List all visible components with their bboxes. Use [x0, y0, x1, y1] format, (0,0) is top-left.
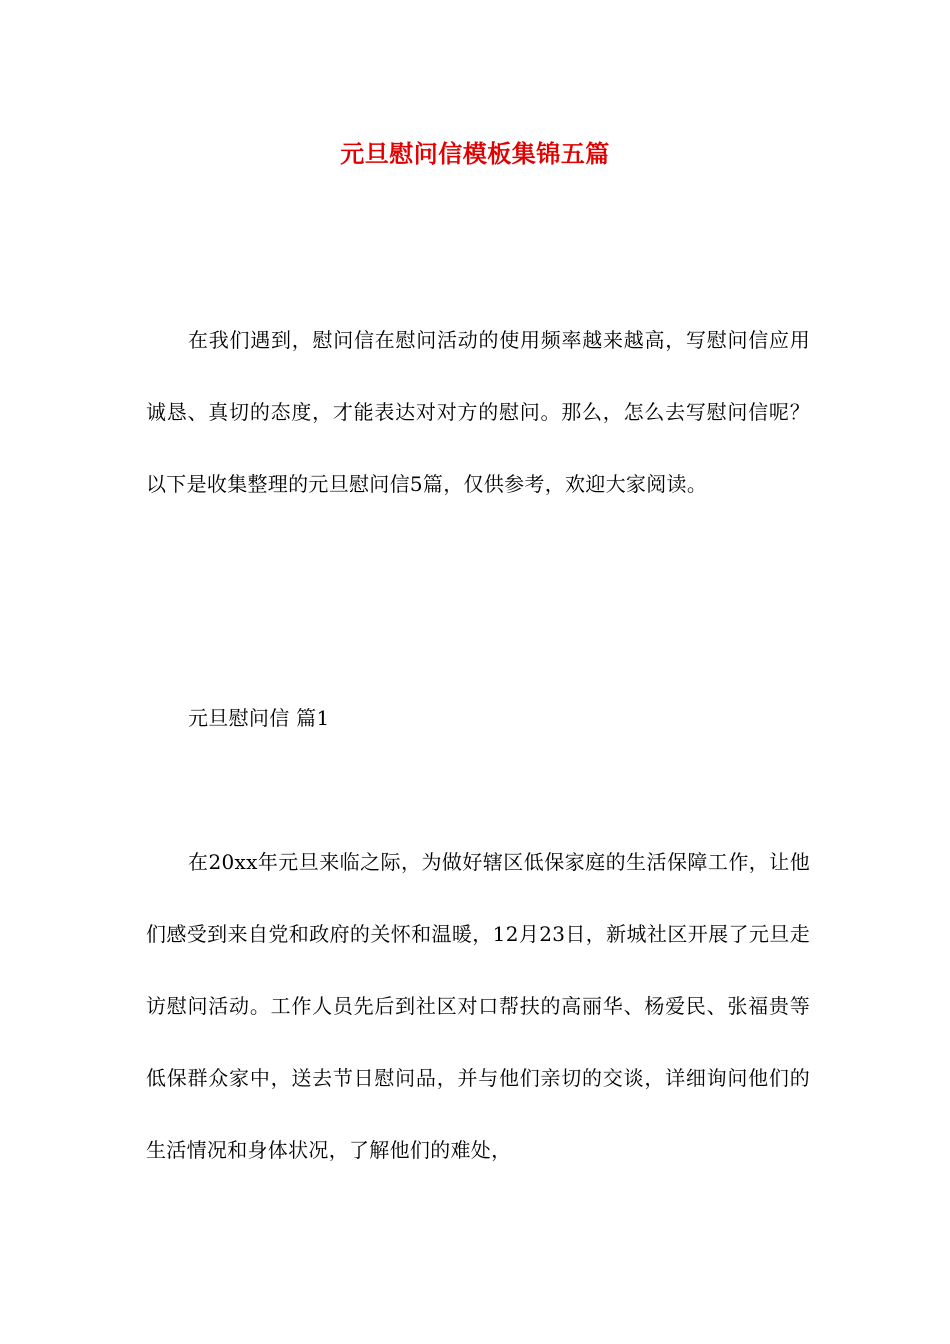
intro-paragraph: 在我们遇到，慰问信在慰问活动的使用频率越来越高，写慰问信应用诚恳、真切的态度，才能表达对对方的慰问。那么，怎么去写慰问信呢？以下是收集整理的元旦慰问信5篇，仅供参考，欢迎大家阅读。 [146, 328, 810, 496]
document-title: 元旦慰问信模板集锦五篇 [340, 139, 610, 168]
section-heading: 元旦慰问信 篇1 [188, 706, 330, 730]
section-body-paragraph: 在20xx年元旦来临之际，为做好辖区低保家庭的生活保障工作，让他们感受到来自党和政府的关怀和温暖，12月23日，新城社区开展了元旦走访慰问活动。工作人员先后到社区对口帮扶的高丽华、杨爱民、张福贵等低保群众家中，送去节日慰问品，并与他们亲切的交谈，详细询问他们的生活情况和身体状况，了解他们的难处， [146, 850, 810, 1162]
